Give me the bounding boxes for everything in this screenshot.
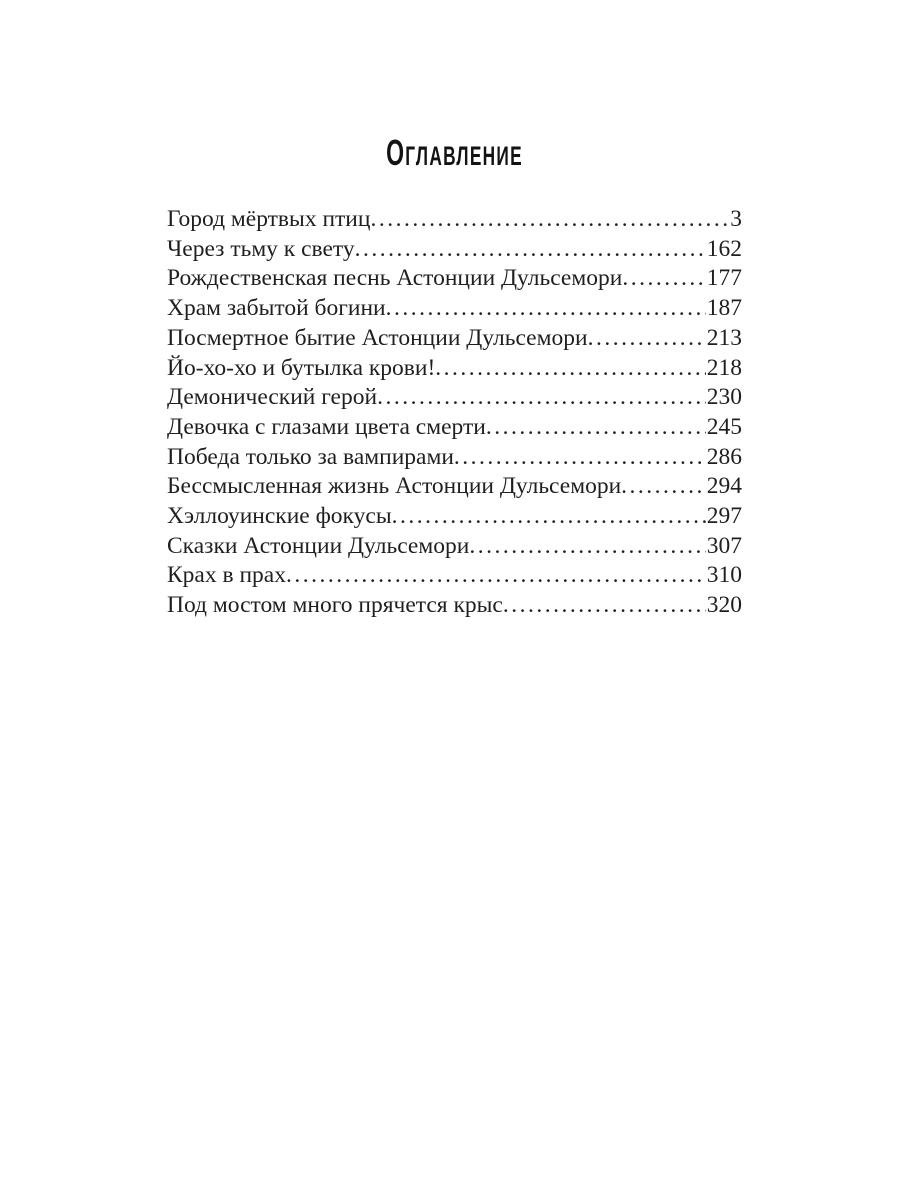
toc-entry[interactable]	[167, 561, 742, 591]
dot-leader	[370, 205, 729, 235]
toc-entry-page: 3	[730, 206, 742, 232]
toc-entry[interactable]	[167, 235, 742, 265]
dot-leader	[503, 591, 706, 621]
dot-leader	[435, 354, 705, 384]
toc-entry[interactable]	[167, 264, 742, 294]
toc-entry[interactable]	[167, 591, 742, 621]
toc-entry[interactable]	[167, 413, 742, 443]
dot-leader	[621, 472, 706, 502]
toc-entry-page: 320	[706, 592, 742, 619]
toc-entry[interactable]	[167, 205, 742, 235]
toc-entry-title: Крах в прах	[167, 562, 286, 589]
toc-entry[interactable]	[167, 443, 742, 473]
toc-entry-page: 310	[706, 562, 742, 589]
page-title: ОГЛАВЛЕНИЕ	[386, 132, 523, 173]
toc-entry[interactable]	[167, 324, 742, 354]
toc-entry-title: Победа только за вампирами	[167, 443, 454, 470]
toc-entry-page: 218	[706, 354, 742, 381]
dot-leader	[355, 235, 706, 265]
toc-entry-title: Под мостом много прячется крыс	[167, 592, 503, 619]
toc-entry-page: 297	[706, 503, 742, 530]
toc-entry-title: Город мёртвых птиц	[167, 206, 371, 232]
toc-entry-page: 307	[706, 532, 742, 559]
toc-entry-title: Храм забытой богини	[167, 295, 386, 322]
dot-leader	[286, 561, 706, 591]
toc-entry[interactable]	[167, 532, 742, 562]
dot-leader	[588, 324, 706, 354]
toc-entry[interactable]	[167, 294, 742, 324]
toc-entry-page: 286	[706, 443, 742, 470]
toc-entry-title: Посмертное бытие Астонции Дульсемори	[167, 324, 588, 351]
toc-entry-page: 245	[706, 413, 742, 440]
toc-entry-title: Йо-хо-хо и бутылка крови!	[167, 354, 436, 381]
toc-entry[interactable]	[167, 383, 742, 413]
dot-leader	[386, 294, 706, 324]
dot-leader	[377, 383, 706, 413]
toc-entry-page: 230	[706, 384, 742, 411]
toc-entry[interactable]	[167, 354, 742, 384]
toc-entry-title: Бессмысленная жизнь Астонции Дульсемори	[167, 473, 622, 500]
dot-leader	[392, 502, 706, 532]
toc-list	[167, 205, 742, 621]
dot-leader	[622, 264, 705, 294]
dot-leader	[454, 443, 706, 473]
toc-entry-page: 294	[706, 473, 742, 500]
toc-entry-title: Девочка с глазами цвета смерти	[167, 413, 486, 440]
dot-leader	[469, 532, 705, 562]
toc-entry-title: Через тьму к свету	[167, 235, 355, 262]
toc-entry-title: Демонический герой	[167, 384, 378, 411]
toc-entry[interactable]	[167, 472, 742, 502]
toc-entry-page: 177	[706, 265, 742, 292]
toc-entry[interactable]	[167, 502, 742, 532]
toc-entry-title: Хэллоуинские фокусы	[167, 503, 392, 530]
toc-entry-page: 187	[706, 295, 742, 322]
toc-entry-page: 213	[706, 324, 742, 351]
toc-entry-title: Рождественская песнь Астонции Дульсемори	[167, 265, 623, 292]
toc-entry-page: 162	[706, 235, 742, 262]
dot-leader	[486, 413, 706, 443]
toc-entry-title: Сказки Астонции Дульсемори	[167, 532, 470, 559]
